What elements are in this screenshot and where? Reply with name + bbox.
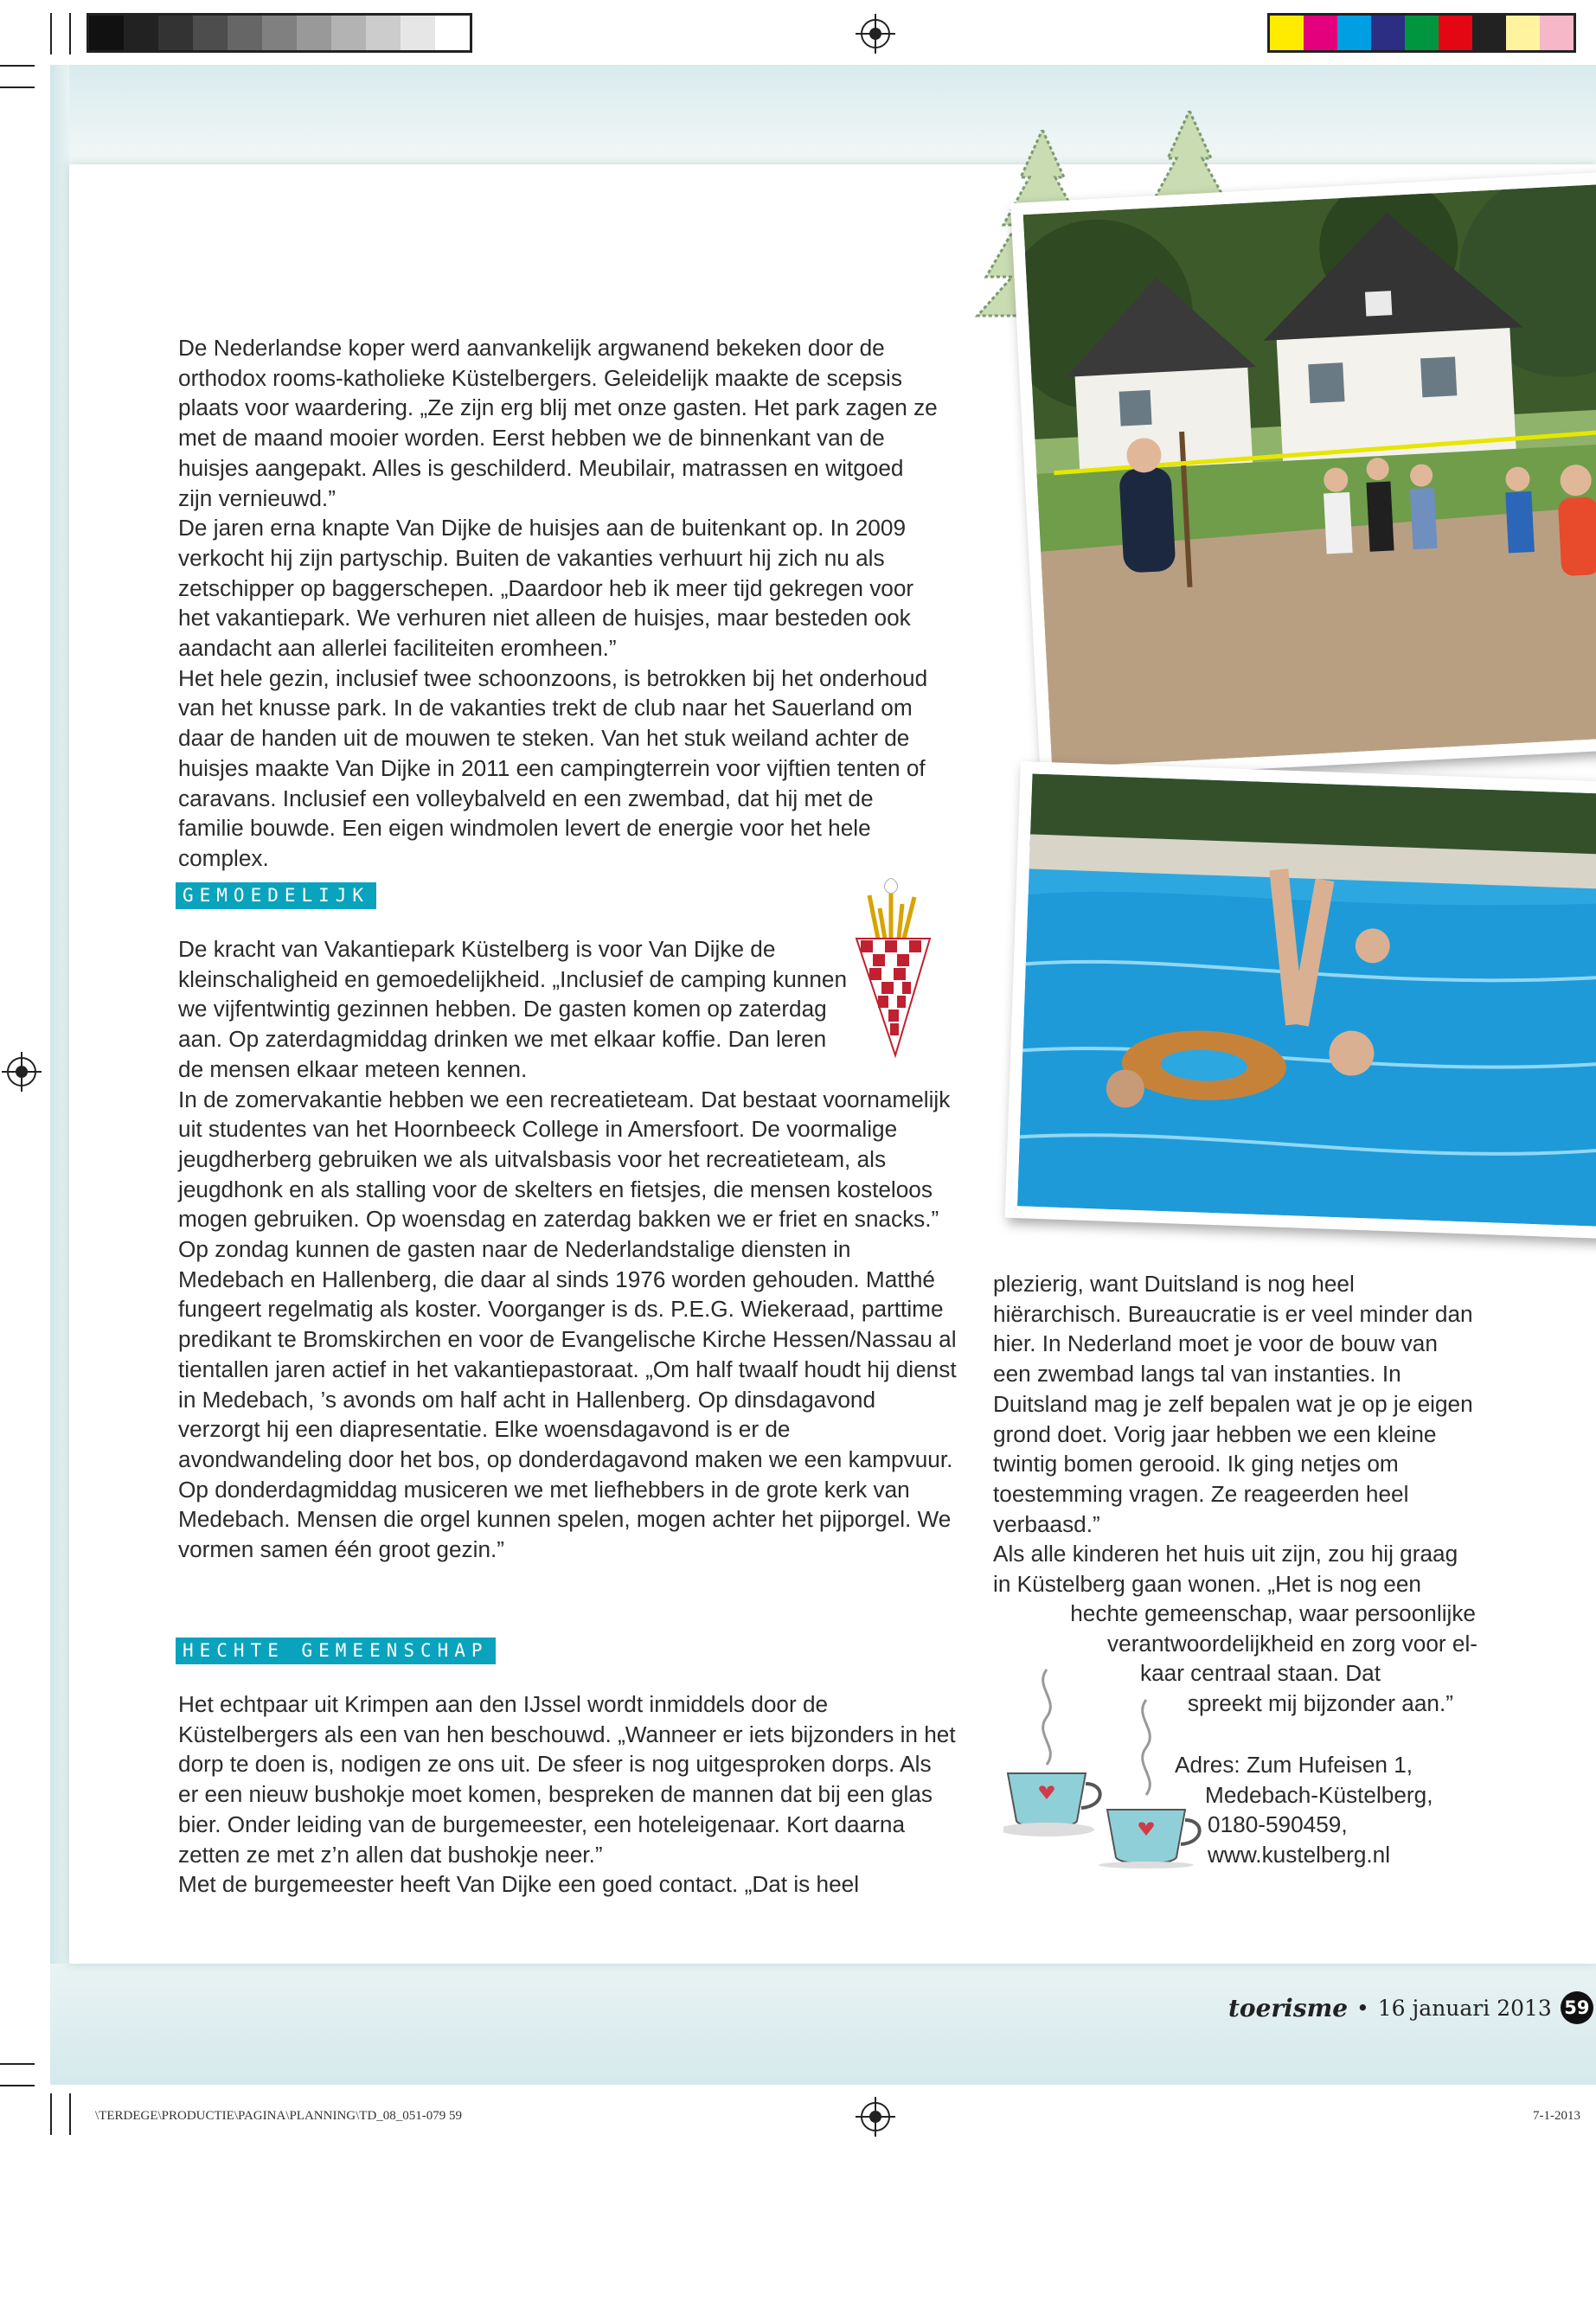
article-column-2 xyxy=(178,934,957,1565)
section-heading-gemoedelijk: GEMOEDELIJK xyxy=(176,882,376,909)
footer-date: 16 januari 2013 xyxy=(1377,1995,1552,2021)
registration-mark-icon xyxy=(7,1057,36,1086)
paragraph: De Nederlandse koper werd aanvankelijk argwanend bekeken door de orthodox rooms-katholieke Küstelbergers. Geleidelijk maakte de scepsis plaats voor waardering. „Ze zijn erg blij met onze gasten. Het park zagen ze met de maand mooier worden. Eerst hebben we de binnenkant van de huisjes aangepakt. Alles is geschilderd. Meubilair, matrassen en witgoed zijn vernieuwd.” xyxy=(178,335,938,511)
page-background-bottom xyxy=(50,1964,1596,2085)
crop-mark xyxy=(0,87,35,88)
crop-mark xyxy=(69,13,71,54)
color-swatch xyxy=(1337,16,1371,50)
paragraph: De kracht van Vakantiepark Küstelberg is voor Van Dijke de kleinschaligheid en gemoedelijkheid. „Inclusief de camping kunnen we vijfentwintig gezinnen hebben. De gasten komen op zaterdag aan. Op zaterdagmiddag drinken we met elkaar koffie. Dan leren de mensen elkaar meteen kennen. xyxy=(178,936,848,1082)
article-column-right xyxy=(993,1269,1477,1599)
crop-mark xyxy=(69,2093,71,2135)
address-block xyxy=(1175,1750,1486,1870)
crop-mark xyxy=(0,65,35,67)
photo-swimming-pool xyxy=(1005,761,1596,1240)
color-swatch xyxy=(1270,16,1304,50)
gray-swatch xyxy=(193,16,228,50)
color-swatch xyxy=(1439,16,1472,50)
crop-mark xyxy=(50,2093,52,2135)
closing-quote xyxy=(993,1599,1477,1719)
paragraph: Met de burgemeester heeft Van Dijke een goed contact. „Dat is heel xyxy=(178,1871,860,1898)
gray-swatch xyxy=(435,16,470,50)
color-swatch xyxy=(1506,16,1540,50)
quote-line: spreekt mij bijzonder aan.” xyxy=(1187,1690,1453,1717)
print-slug-path: \TERDEGE\PRODUCTIE\PAGINA\PLANNING\TD_08_051-079 59 xyxy=(95,2109,463,2123)
quote-line: kaar centraal staan. Dat xyxy=(1139,1660,1381,1687)
gray-swatch xyxy=(401,16,435,50)
paragraph: Het echtpaar uit Krimpen aan den IJssel wordt inmiddels door de Küstelbergers als een van hen beschouwd. „Wanneer er iets bijzonders in het dorp te doen is, nodigen ze ons uit. De sfeer is nog uitgesproken dorps. Als er een nieuw bushokje moet komen, bespreken de mannen dat bij een glas bier. Onder leiding van de burgemeester, een hoteleigenaar. Kort daarna zetten ze met z’n allen dat bushokje neer.” xyxy=(178,1691,956,1868)
article-column-1 xyxy=(178,333,939,874)
footer-brand: toerisme xyxy=(1228,1993,1349,2022)
section-heading-hechte-gemeenschap: HECHTE GEMEENSCHAP xyxy=(176,1638,496,1664)
paragraph: De jaren erna knapte Van Dijke de huisjes aan de buitenkant op. In 2009 verkocht hij zijn partyschip. Buiten de vakanties verhuurt hij zich nu als zetschipper op baggerschepen. „Daardoor heb ik meer tijd gekregen voor het vakantiepark. We verhuren niet alleen de huisjes, maar besteden ook aandacht aan allerlei faciliteiten eromheen.” xyxy=(178,515,914,662)
color-swatch xyxy=(1405,16,1439,50)
address-line: Medebach-Küstelberg, xyxy=(1205,1781,1433,1808)
paragraph: plezierig, want Duitsland is nog heel hiërarchisch. Bureaucratie is er veel minder dan hier. In Nederland moet je voor de bouw van een zwembad langs tal van instanties. In Duitsland mag je zelf bepalen wat je op je eigen grond doet. Vorig jaar hebben we een kleine twintig bomen gerooid. Ik ging netjes om toestemming vragen. Ze reageerden heel verbaasd.” xyxy=(993,1271,1473,1537)
gray-swatch xyxy=(366,16,401,50)
page-footer xyxy=(1228,1991,1593,2024)
paragraph: Het hele gezin, inclusief twee schoonzoons, is betrokken bij het onderhoud van het knusse park. In de vakanties trekt de club naar het Sauerland om daar de handen uit de mouwen te steken. Van het stuk weiland achter de huisjes maakte Van Dijke in 2011 een campingterrein voor vijftien tenten of caravans. Inclusief een volleybalveld en een zwembad, dat hij met de familie bouwde. Een eigen windmolen levert de energie voor het hele complex. xyxy=(178,664,928,871)
gray-swatch xyxy=(331,16,366,50)
quote-line: hechte gemeenschap, waar persoonlijke xyxy=(1070,1600,1476,1626)
footer-separator: • xyxy=(1356,1995,1369,2021)
gray-swatch xyxy=(228,16,262,50)
quote-line: verantwoordelijkheid en zorg voor el- xyxy=(1107,1630,1477,1657)
crop-mark xyxy=(50,13,52,54)
registration-mark-icon xyxy=(861,19,890,48)
crop-mark xyxy=(0,2063,35,2065)
article-column-3 xyxy=(178,1689,957,1900)
address-line: 0180-590459, xyxy=(1208,1811,1348,1838)
gray-swatch xyxy=(158,16,193,50)
photo-vacation-houses xyxy=(1010,170,1596,780)
color-swatch xyxy=(1304,16,1337,50)
grayscale-calibration-bar xyxy=(87,13,472,53)
page-background-left xyxy=(50,65,69,1968)
registration-mark-icon xyxy=(861,2102,890,2131)
gray-swatch xyxy=(297,16,331,50)
color-swatch xyxy=(1371,16,1405,50)
page-number-badge: 59 xyxy=(1561,1991,1593,2024)
color-calibration-bar xyxy=(1267,13,1576,53)
paragraph: Als alle kinderen het huis uit zijn, zou hij graag in Küstelberg gaan wonen. „Het is nog een xyxy=(993,1541,1458,1598)
address-line: Adres: Zum Hufeisen 1, xyxy=(1175,1752,1413,1778)
gray-swatch xyxy=(262,16,297,50)
address-line: www.kustelberg.nl xyxy=(1208,1842,1391,1868)
paragraph: In de zomervakantie hebben we een recreatieteam. Dat bestaat voornamelijk uit studentes van het Hoornbeeck College in Amersfoort. De voormalige jeugdherberg gebruiken we als uitvalsbasis voor het recreatieteam, als jeugdhonk en als stalling voor de skelters en fietsjes, die mensen kosteloos mogen gebruiken. Op woensdag en zaterdag bakken we er friet en snacks.” xyxy=(178,1086,951,1233)
gray-swatch xyxy=(89,16,124,50)
gray-swatch xyxy=(124,16,158,50)
page-background-top xyxy=(50,65,1596,169)
print-slug-date: 7-1-2013 xyxy=(1533,2109,1580,2123)
color-swatch xyxy=(1540,16,1574,50)
color-swatch xyxy=(1472,16,1506,50)
crop-mark xyxy=(0,2085,35,2086)
paragraph: Op zondag kunnen de gasten naar de Nederlandstalige diensten in Medebach en Hallenberg, die daar al sinds 1976 worden gehouden. Matthé fungeert regelmatig als koster. Voorganger is ds. P.E.G. Wiekeraad, parttime predikant te Bromskirchen en voor de Evangelische Kirche Hessen/Nassau al tientallen jaren actief in het vakantiepastoraat. „Om half twaalf houdt hij dienst in Medebach, ’s avonds om half acht in Hallenberg. Op dinsdagavond verzorgt hij een diapresentatie. Elke woensdagavond is er de avondwandeling door het bos, op donderdagavond maken we een kampvuur. Op donderdagmiddag musiceren we met liefhebbers in de grote kerk van Medebach. Mensen die orgel kunnen spelen, mogen achter het pijporgel. We vormen samen één groot gezin.” xyxy=(178,1236,957,1563)
